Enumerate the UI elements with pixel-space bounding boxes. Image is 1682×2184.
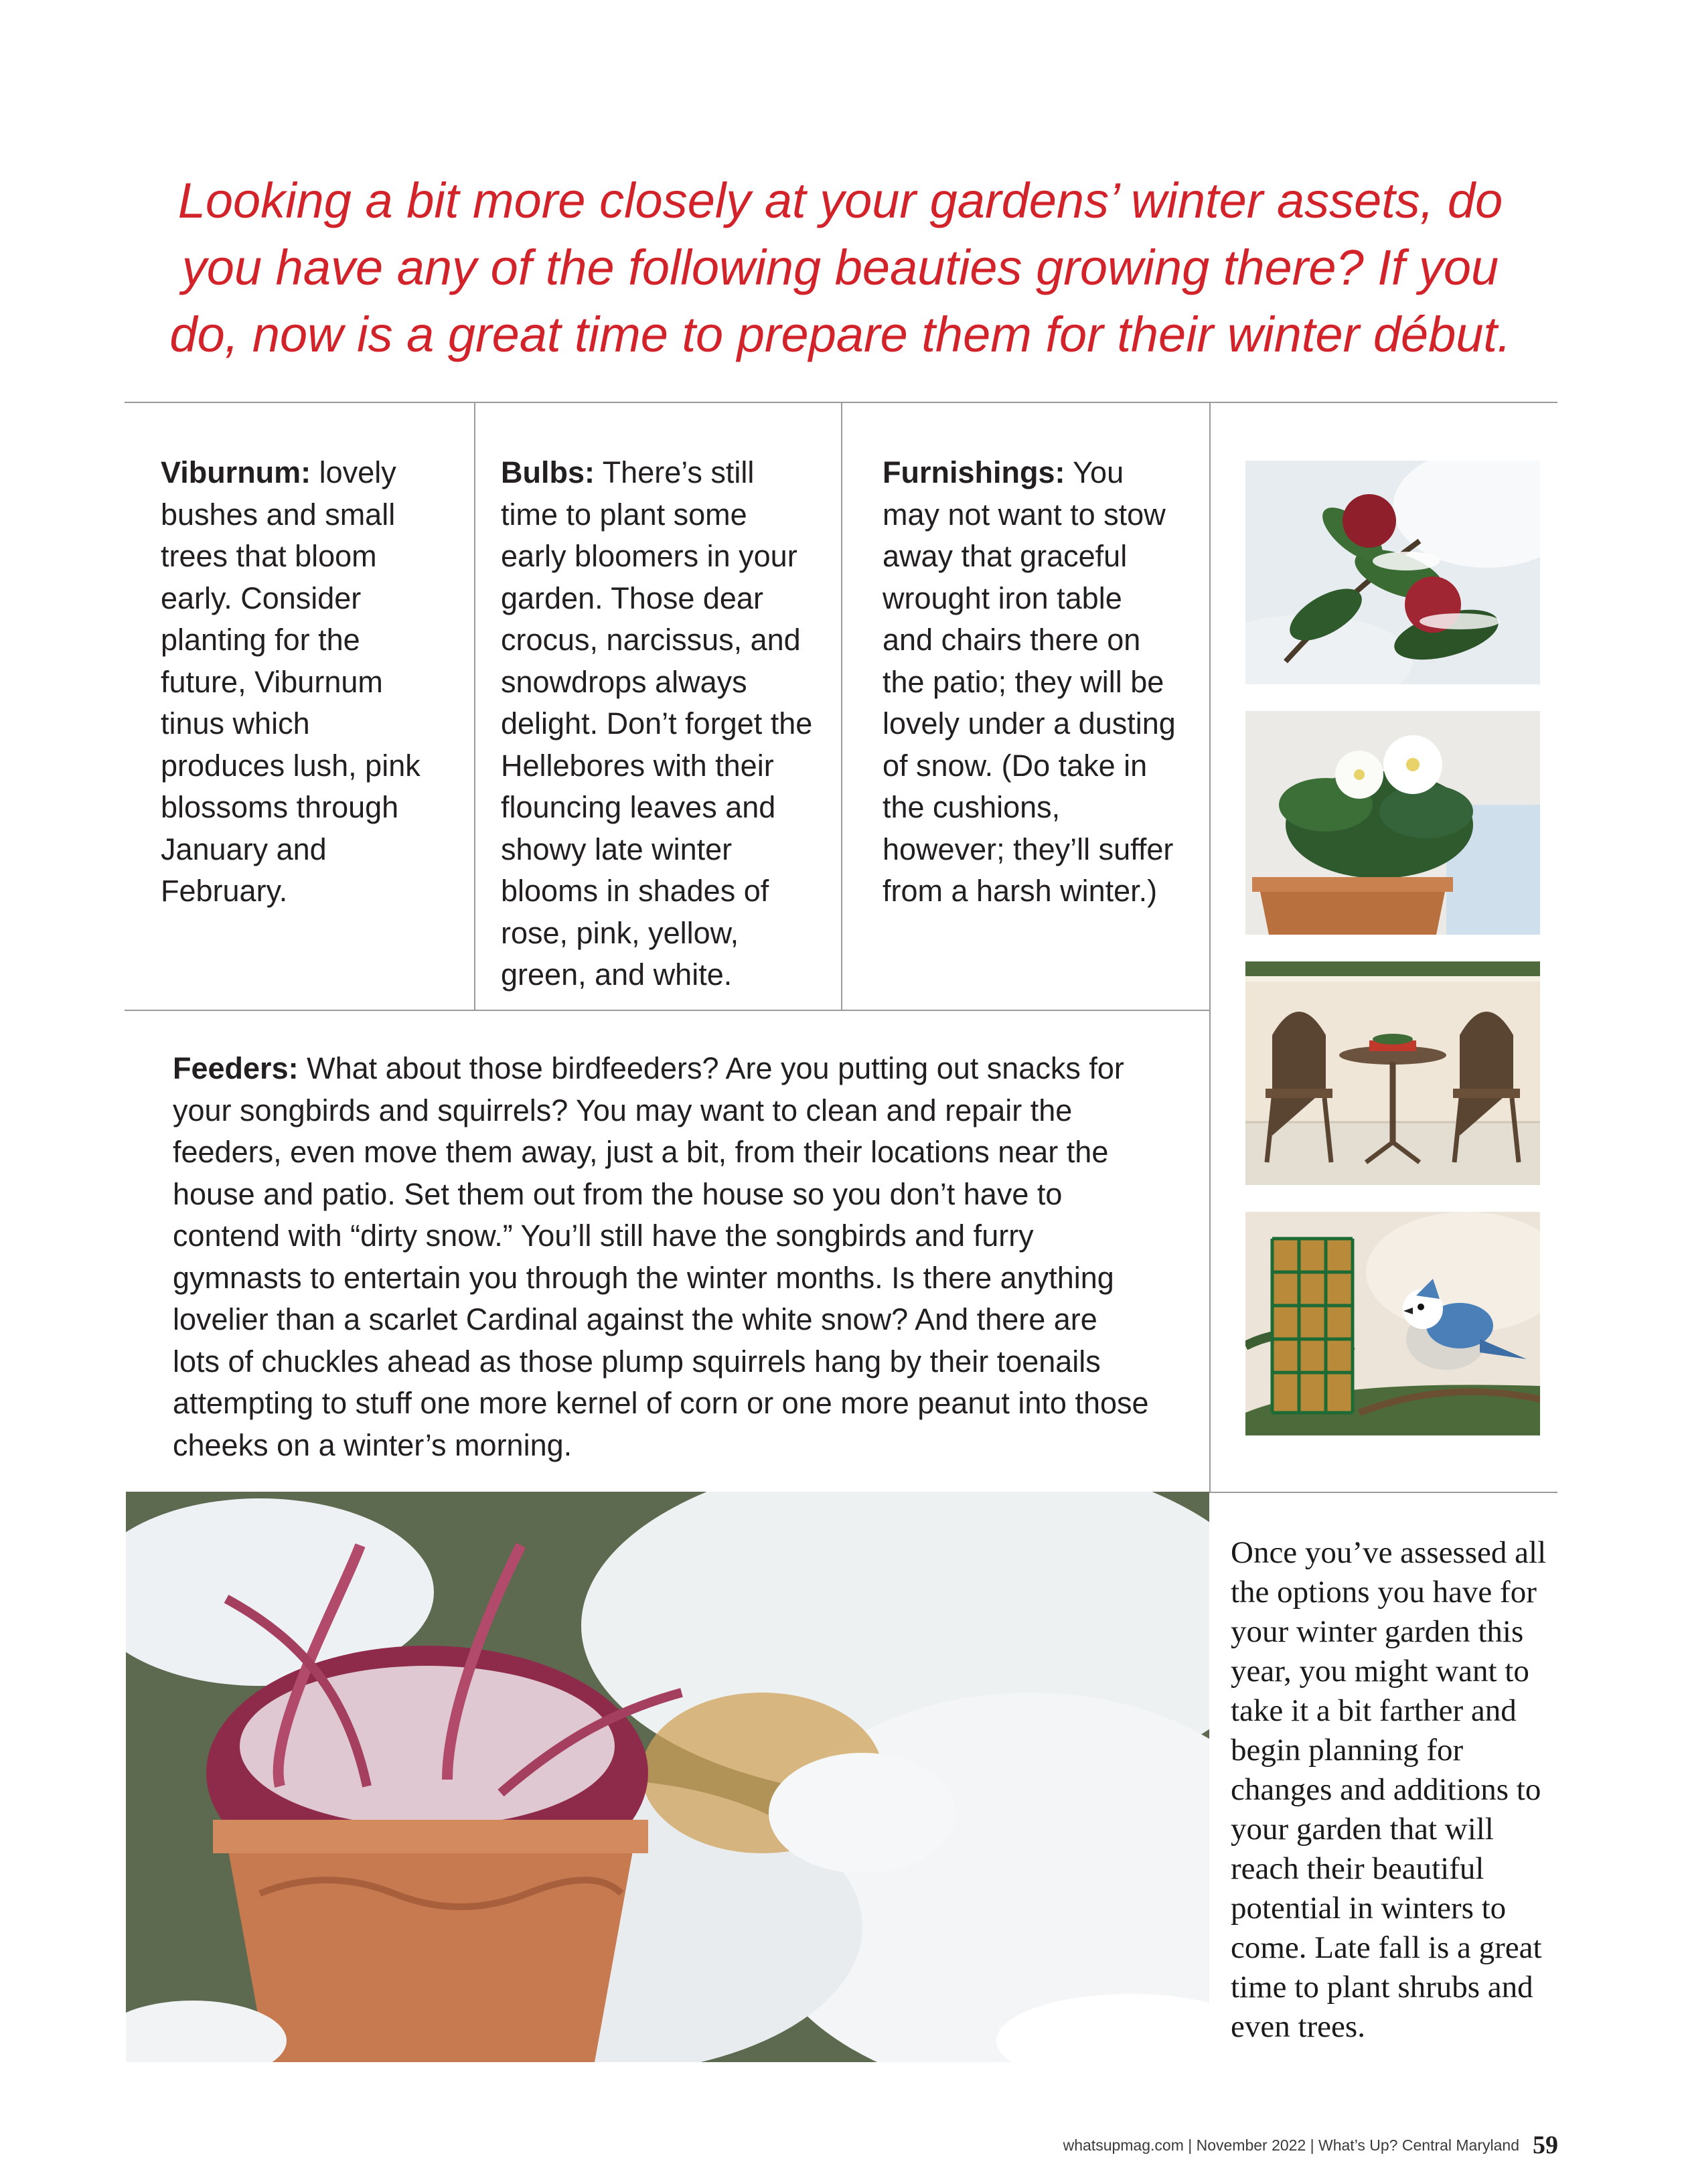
pull-quote: Looking a bit more closely at your gardens’ winter assets, do you have any of the following beauties growing there? If you do, now is a great time to prepare them for their winter début.	[169, 173, 1511, 362]
feeders-heading: Feeders:	[173, 1051, 299, 1085]
viburnum-heading: Viburnum:	[161, 455, 311, 489]
feeders-body: What about those birdfeeders? Are you putting out snacks for your songbirds and squirrels? You may want to clean and repair the feeders, even move them away, just a bit, from their locations near the house and patio. Set them out from the house so you don’t have to contend with “dirty snow.” You’ll still have the songbirds and furry gymnasts to entertain you through the winter months. Is there anything lovelier than a scarlet Cardinal against the white snow? And there are lots of chuckles ahead as those plump squirrels hang by their toenails attempting to stuff one more kernel of corn or one more peanut into those cheeks on a winter’s morning.	[173, 1051, 1149, 1462]
page-number: 59	[1533, 2131, 1558, 2159]
middle-horizontal-rule	[125, 1010, 1211, 1011]
hellebore-pot-photo	[1245, 711, 1540, 935]
viburnum-body: lovely bushes and small trees that bloom early. Consider planting for the future, Viburnum tinus which produces lush, pink blossoms through January and February.	[161, 455, 420, 908]
furnishings-body: You may not want to stow away that graceful wrought iron table and chairs there on the patio; they will be lovely under a dusting of snow. (Do take in the cushions, however; they’ll suffer from a harsh winter.)	[883, 455, 1176, 908]
viburnum-paragraph	[161, 452, 439, 913]
viburnum-snow-photo	[1245, 461, 1540, 684]
column-divider-3	[1209, 402, 1211, 1493]
furnishings-paragraph	[883, 452, 1180, 913]
feeders-paragraph	[173, 1048, 1150, 1466]
wrought-iron-furniture-photo	[1245, 961, 1540, 1185]
closing-paragraph: Once you’ve assessed all the options you have for your winter garden this year, you might want to take it a bit farther and begin planning for changes and additions to your garden that will reach their beautiful potential in winters to come. Late fall is a great time to plant shrubs and even trees.	[1231, 1535, 1547, 2044]
footer-text: whatsupmag.com | November 2022 | What’s Up? Central Maryland	[1063, 2136, 1519, 2154]
bottom-right-rule	[1209, 1492, 1557, 1493]
column-divider-1	[474, 402, 475, 1011]
bulbs-body: There’s still time to plant some early bloomers in your garden. Those dear crocus, narcissus, and snowdrops always delight. Don’t forget the Hellebores with their flouncing leaves and showy late winter blooms in shades of rose, pink, yellow, green, and white.	[501, 455, 813, 992]
page-footer	[1063, 2130, 1558, 2160]
bulbs-heading: Bulbs:	[501, 455, 595, 489]
column-divider-2	[841, 402, 842, 1011]
furnishings-heading: Furnishings:	[883, 455, 1065, 489]
bulbs-paragraph	[501, 452, 819, 996]
heather-pot-snow-photo	[126, 1492, 1209, 2062]
blue-jay-feeder-photo	[1245, 1212, 1540, 1435]
